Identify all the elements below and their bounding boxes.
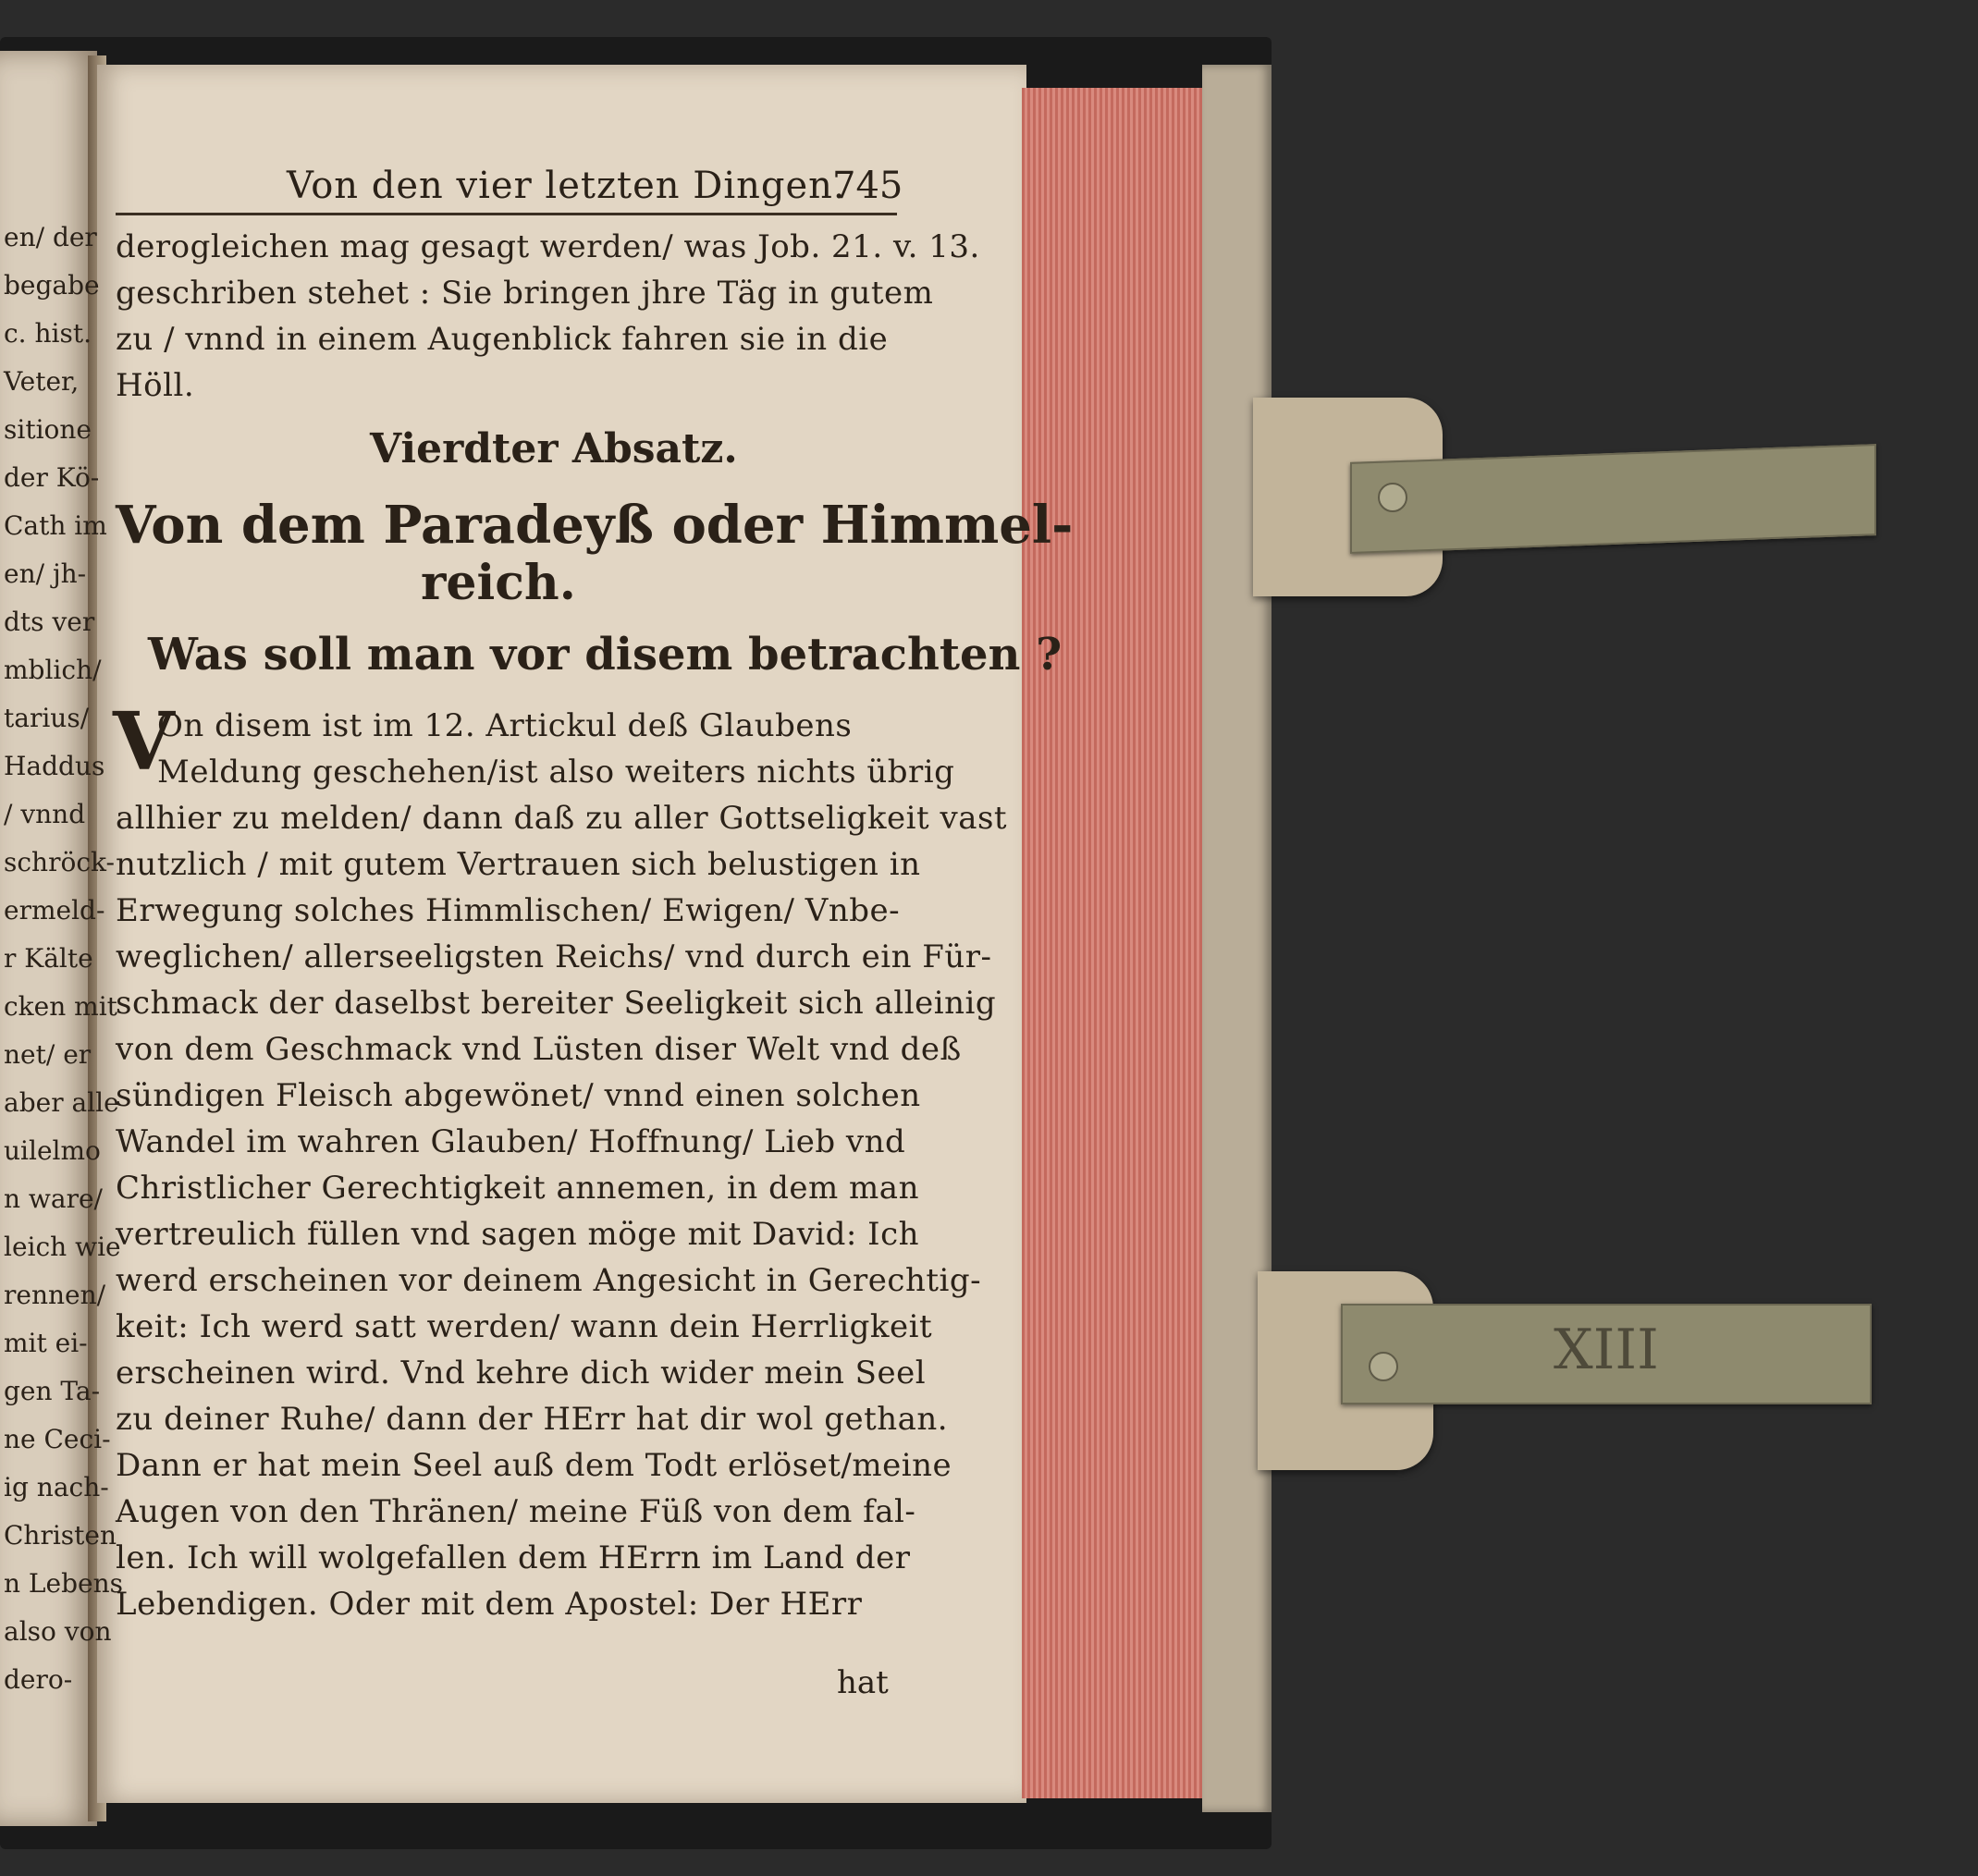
chapter-title-line2: reich. xyxy=(421,555,576,611)
body-top-line: zu / vnnd in einem Augenblick fahren sie in die xyxy=(116,321,889,358)
left-page-fragment: net/ er xyxy=(4,1039,92,1070)
left-page-fragment: sitione xyxy=(4,414,92,445)
left-page-fragment: rennen/ xyxy=(4,1280,106,1310)
left-page-fragment: c. hist. xyxy=(4,318,92,349)
page-number: 745 xyxy=(832,165,903,207)
body-line: Augen von den Thränen/ meine Füß von dem fal- xyxy=(116,1493,916,1530)
left-page-fragment: ig nach- xyxy=(4,1472,109,1502)
body-line: weglichen/ allerseeligsten Reichs/ vnd durch ein Für- xyxy=(116,938,992,975)
left-page-fragment: leich wie xyxy=(4,1232,121,1262)
body-line: werd erscheinen vor deinem Angesicht in Gerechtig- xyxy=(116,1262,982,1299)
body-top-line: Höll. xyxy=(116,367,195,404)
left-page-fragment: gen Ta- xyxy=(4,1376,101,1406)
body-line: Dann er hat mein Seel auß dem Todt erlöset/meine xyxy=(116,1447,952,1484)
body-line: erscheinen wird. Vnd kehre dich wider mein Seel xyxy=(116,1355,927,1392)
left-page-fragment: uilelmo xyxy=(4,1135,101,1166)
body-line: zu deiner Ruhe/ dann der HErr hat dir wol gethan. xyxy=(116,1401,949,1438)
left-page-fragment: schröck- xyxy=(4,847,115,877)
left-page-fragment: ne Ceci- xyxy=(4,1424,111,1454)
left-page-fragment: ermeld- xyxy=(4,895,105,926)
left-page-fragment: Christen xyxy=(4,1520,117,1551)
body-line: vertreulich füllen vnd sagen möge mit David: Ich xyxy=(116,1216,920,1253)
upper-clasp-metal xyxy=(1350,444,1876,554)
left-page-fragment: mblich/ xyxy=(4,655,102,685)
left-page-fragment: tarius/ xyxy=(4,703,90,733)
body-line: Wandel im wahren Glauben/ Hoffnung/ Lieb vnd xyxy=(116,1123,906,1160)
body-line: schmack der daselbst bereiter Seeligkeit sich alleinig xyxy=(116,985,997,1022)
left-page-fragment: n Lebens xyxy=(4,1568,123,1599)
body-line: Meldung geschehen/ist also weiters nichts übrig xyxy=(157,754,955,791)
left-page-fragment: dts ver xyxy=(4,607,95,637)
drop-cap: V xyxy=(113,695,175,789)
body-top-line: geschriben stehet : Sie bringen jhre Täg in gutem xyxy=(116,275,934,312)
left-page-fragment: cken mit xyxy=(4,991,117,1022)
cover-edge xyxy=(1202,65,1272,1812)
left-page-fragment: begabe xyxy=(4,270,100,300)
body-line: Erwegung solches Himmlischen/ Ewigen/ Vnbe- xyxy=(116,892,901,929)
left-page-fragment: der Kö- xyxy=(4,462,100,493)
left-page-fragment: Cath im xyxy=(4,510,107,541)
left-page-fragment: dero- xyxy=(4,1664,73,1695)
body-line: len. Ich will wolgefallen dem HErrn im Land der xyxy=(116,1539,911,1576)
chapter-title-line1: Von dem Paradeyß oder Himmel- xyxy=(116,495,1074,556)
body-line: keit: Ich werd satt werden/ wann dein Herrligkeit xyxy=(116,1308,933,1345)
left-page xyxy=(0,51,100,1826)
clasp-marking: XIII xyxy=(1554,1318,1659,1382)
left-page-fragment: also von xyxy=(4,1616,112,1647)
left-page-fragment: Haddus xyxy=(4,751,105,781)
left-page-fragment: n ware/ xyxy=(4,1183,103,1214)
body-line: von dem Geschmack vnd Lüsten diser Welt vnd deß xyxy=(116,1031,962,1068)
lower-clasp-rivet xyxy=(1369,1352,1398,1381)
left-page-fragment: aber alle xyxy=(4,1087,119,1118)
left-page-fragment: Veter, xyxy=(4,366,80,397)
body-line: nutzlich / mit gutem Vertrauen sich belustigen in xyxy=(116,846,921,883)
body-line: sündigen Fleisch abgewönet/ vnnd einen solchen xyxy=(116,1077,921,1114)
body-top-line: derogleichen mag gesagt werden/ was Job. 21. v. 13. xyxy=(116,228,980,265)
body-line: On disem ist im 12. Artickul deß Glaubens xyxy=(157,707,853,744)
left-page-fragment: / vnnd xyxy=(4,799,86,829)
left-page-fragment: en/ jh- xyxy=(4,558,87,589)
running-title: Von den vier letzten Dingen. xyxy=(287,165,846,207)
question-heading: Was soll man vor disem betrachten ? xyxy=(148,629,1063,681)
left-page-fragment: r Kälte xyxy=(4,943,93,974)
left-page-fragment: en/ der xyxy=(4,222,97,252)
left-page-fragment: mit ei- xyxy=(4,1328,88,1358)
section-heading: Vierdter Absatz. xyxy=(370,425,738,472)
upper-clasp-rivet xyxy=(1378,483,1407,512)
body-line: allhier zu melden/ dann daß zu aller Gottseligkeit vast xyxy=(116,800,1008,837)
catchword: hat xyxy=(837,1664,889,1701)
body-line: Christlicher Gerechtigkeit annemen, in dem man xyxy=(116,1170,919,1207)
fore-edge-red xyxy=(1022,88,1207,1798)
header-rule xyxy=(116,213,897,215)
body-line: Lebendigen. Oder mit dem Apostel: Der HErr xyxy=(116,1586,863,1623)
